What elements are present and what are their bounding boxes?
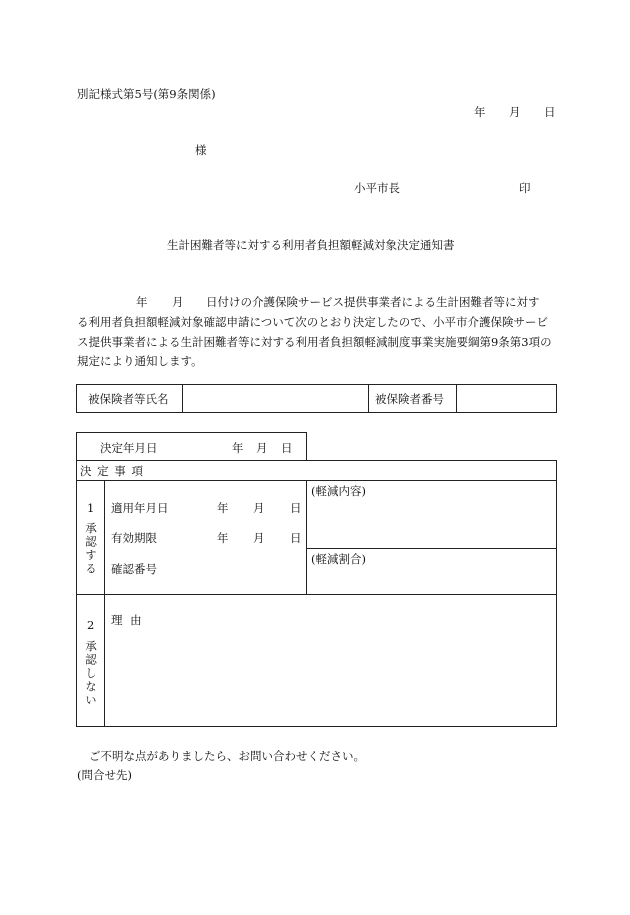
addressee-suffix: 様 [195, 143, 207, 157]
insured-name-label: 被保険者等氏名 [88, 392, 169, 406]
decision-year: 年 [232, 441, 244, 455]
decision-month: 月 [256, 441, 268, 455]
valid-year: 年 [217, 531, 229, 545]
seal-mark: 印 [519, 181, 531, 195]
form-number: 別記様式第5号(第9条関係) [77, 87, 216, 101]
footer-note: ご不明な点がありましたら、お問い合わせください。 [89, 749, 365, 763]
insured-number-label: 被保険者番号 [375, 392, 444, 406]
issuer-name: 小平市長 [354, 181, 400, 195]
decision-day: 日 [281, 441, 293, 455]
decision-date-label: 決定年月日 [100, 441, 158, 455]
body-paragraph: る利用者負担額軽減対象確認申請について次のとおり決定したので、小平市介護保険サービス提供事業者による生計困難者等に対する利用者負担額軽減制度事業実施要綱第9条第3項の規定により通知します。 [77, 315, 552, 368]
deny-number: 2 [87, 618, 95, 632]
reason-label: 理 由 [111, 613, 144, 627]
body-year: 年 [136, 295, 148, 309]
apply-day: 日 [290, 501, 302, 515]
valid-period-label: 有効期限 [111, 531, 157, 545]
reduction-rate-label: (軽減割合) [311, 552, 366, 566]
deny-label: 承認しない [84, 640, 98, 708]
decision-items-label: 決 定 事 項 [80, 464, 144, 478]
confirm-number-label: 確認番号 [111, 562, 157, 576]
body-line1: 日付けの介護保険サービス提供事業者による生計困難者等に対す [206, 295, 540, 309]
date-month: 月 [509, 105, 521, 119]
valid-day: 日 [290, 531, 302, 545]
reduction-content-label: (軽減内容) [311, 484, 366, 498]
apply-month: 月 [253, 501, 265, 515]
date-year: 年 [474, 105, 486, 119]
body-month: 月 [172, 295, 184, 309]
apply-date-label: 適用年月日 [111, 501, 169, 515]
apply-year: 年 [217, 501, 229, 515]
approve-number: 1 [87, 501, 95, 515]
date-day: 日 [544, 105, 556, 119]
contact-label: (問合せ先) [77, 768, 132, 782]
document-title: 生計困難者等に対する利用者負担額軽減対象決定通知書 [167, 238, 455, 252]
approve-label: 承認する [84, 522, 98, 576]
valid-month: 月 [253, 531, 265, 545]
